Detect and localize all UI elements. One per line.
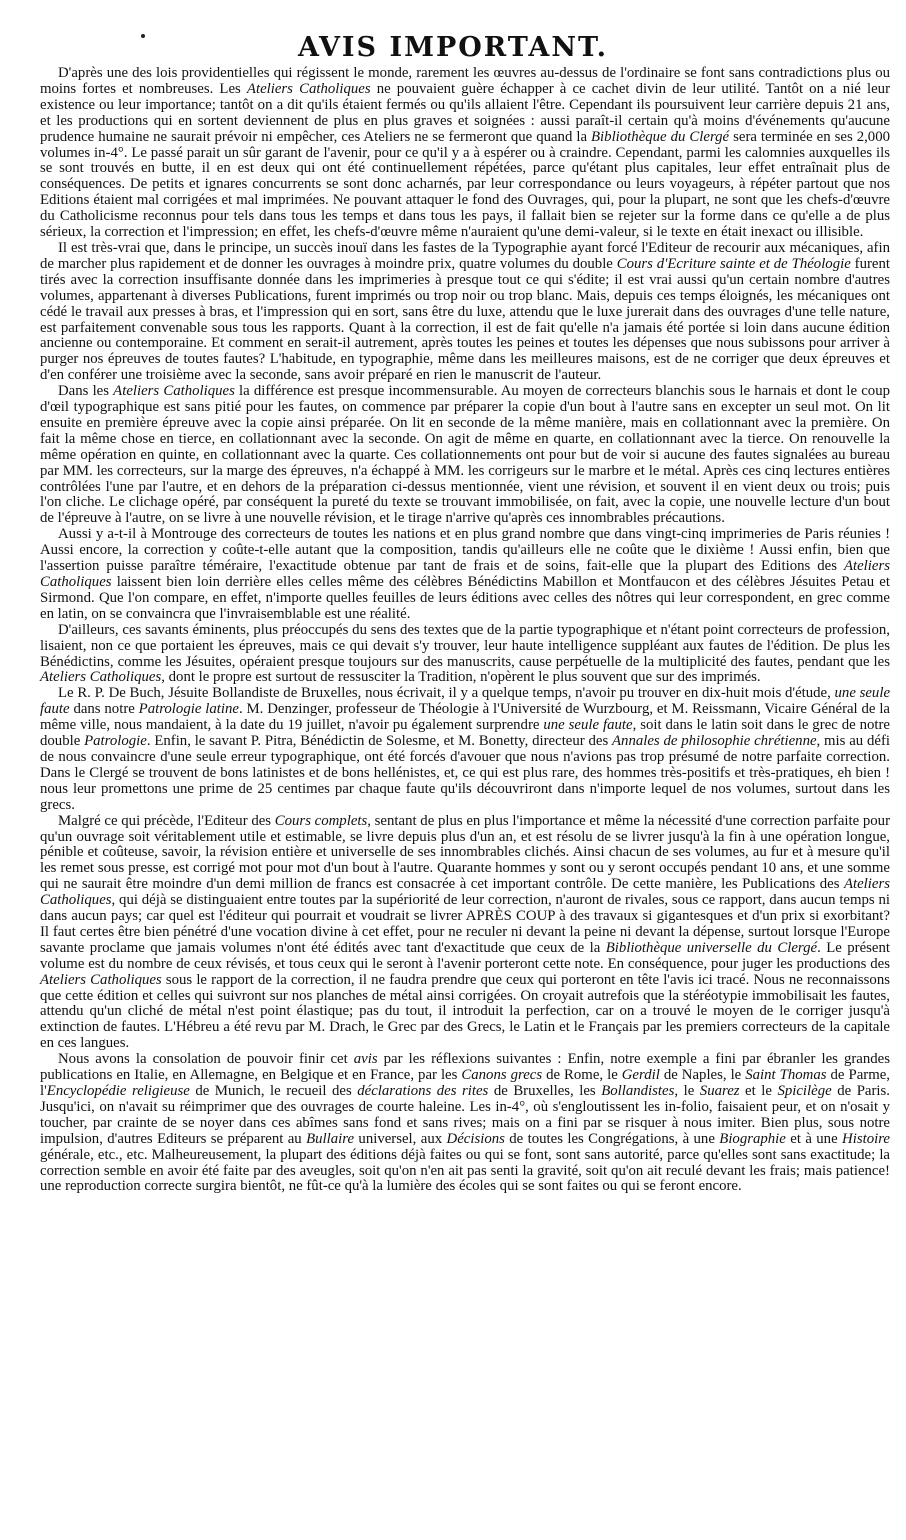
paragraph-text: par les réflexions suivantes : Enfin, notre exemple a fini par ébranler les grandes publications en Italie, en Allemagne, en Belgique et en France, par les xyxy=(40,1051,890,1084)
italic-title-text: Saint Thomas xyxy=(745,1067,827,1084)
italic-title-text: Canons grecs xyxy=(461,1067,543,1084)
paragraph-text: Nous avons la consolation de pouvoir finir cet xyxy=(58,1051,354,1068)
paragraph-text: Dans les xyxy=(58,383,114,400)
paragraph-text: de Parme, l' xyxy=(40,1067,890,1099)
paragraph-text: laissent bien loin derrière elles celles même des célèbres Bénédictins Mabillon et Montfaucon et des célèbres Jésuites Petau et Sirmond. Que l'on compare, en effet, n'importe quelles feuilles de leurs éditions avec celles des nôtres qui leur correspondent, en grec comme en latin, on se convaincra que l'invraisemblable est une réalité. xyxy=(40,574,890,622)
italic-title-text: Annales de philosophie chrétienne xyxy=(612,733,817,750)
italic-title-text: Décisions xyxy=(446,1130,505,1147)
italic-title-text: Cours d'Ecriture sainte et de Théologie xyxy=(616,255,851,272)
italic-title-text: Bullaire xyxy=(306,1130,355,1147)
italic-title-text: Cours complets xyxy=(274,812,368,829)
italic-title-text: Histoire xyxy=(842,1130,890,1147)
paragraph-text: D'ailleurs, ces savants éminents, plus préoccupés du sens des textes que de la partie typographique et n'étant point correcteurs de profession, lisaient, non ce que portaient les épreuves, mais ce qui devait s'y trouver, leur haute intelligence suppléant aux fautes de l'édition. De plus les Bénédictins, comme les Jésuites, opéraient presque toujours sur des manuscrits, cause perpétuelle de la multiplicité des fautes, pendant que les xyxy=(40,621,890,670)
paragraph-text: et le xyxy=(739,1083,778,1099)
italic-title-text: Patrologie xyxy=(84,733,147,750)
paragraph-2 xyxy=(40,241,890,384)
italic-title-text: Ateliers Catholiques xyxy=(40,876,890,909)
paragraph-text: Aussi y a-t-il à Montrouge des correcteurs de toutes les nations et en plus grand nombre que dans vingt-cinq imprimeries de Paris réunies ! Aussi encore, la correction y coûte-t-elle autant que la composition, tandis qu'ailleurs elle ne coûte que le dixième ! Aussi enfin, bien que l'assertion puisse paraître téméraire, l'exactitude obtenue par tant de frais et de soins, fait-elle que la plupart des Editions des xyxy=(40,526,890,575)
paragraph-text: , qui déjà se distinguaient entre toutes par la supériorité de leur correction, n'auront de rivales, sous ce rapport, dans aucun temps ni dans aucun pays; car quel est l'éditeur qui pourrait et voudrait se livrer APRÈS COUP à des travaux si gigantesques et d'un prix si exorbitant? Il faut certes être bien pénétré d'une vocation divine à cet effet, pour ne reculer ni devant la peine ni devant la dépense, surtout lorsque l'Europe savante proclame que jamais volumes n'ont été édités avec tant d'exactitude que ceux de la xyxy=(40,892,890,956)
paragraph-text: Le R. P. De Buch, Jésuite Bollandiste de Bruxelles, nous écrivait, il y a quelque temps, n'avoir pu trouver en dix-huit mois d'étude, xyxy=(58,685,835,702)
paragraph-text: . M. Denzinger, professeur de Théologie à l'Université de Wurzbourg, et M. Reissmann, Vicaire Général de la même ville, nous mandaient, à la date du 19 juillet, n'avoir pu également surprendre xyxy=(40,701,891,734)
page-title: AVIS IMPORTANT. xyxy=(297,32,609,63)
italic-title-text: Suarez xyxy=(699,1083,740,1099)
paragraph-text: de Bruxelles, les xyxy=(488,1083,602,1099)
italic-title-text: Bollandistes xyxy=(601,1083,675,1099)
paragraph-text: , dont le propre est surtout de ressusciter la Tradition, n'opèrent le plus souvent que sur des imprimés. xyxy=(161,669,761,686)
paragraph-text: , mis au défi de nous convaincre d'une seule erreur typographique, ont été forcés d'avouer que nous n'avions pas trop présumé de notre parfaite correction. Dans le Clergé se trouvent de bons latinistes et de bons hellénistes, et, ce qui est plus rare, des hommes très-positifs et très-pratiques, eh bien ! nous leur promettons une prime de 25 centimes par chaque faute qu'ils découvriront dans n'importe lequel de nos volumes, surtout dans les grecs. xyxy=(40,733,890,813)
italic-title-text: Bibliothèque du Clergé xyxy=(591,128,730,145)
paragraph-text: sous le rapport de la correction, il ne faudra prendre que ceux qui porteront en tête l'avis ici tracé. Nous ne reconnaissons que cette édition et celles qui suivront sur nos planches de métal ainsi corrigées. On croyait autrefois que la stéréotypie immobilisait les fautes, attendu qu'un cliché de métal n'est point élastique; pas du tout, il introduit la perfection, car on a trouvé le moyen de le corriger jusqu'à extinction de fautes. L'Hébreu a été revu par M. Drach, le Grec par des Grecs, le Latin et le Français par les premiers correcteurs de la capitale en ces langues. xyxy=(40,971,890,1052)
paragraph-text: furent tirés avec la correction insuffisante donnée dans les imprimeries à presque tout ce qui s'édite; il est vrai aussi qu'un certain nombre d'autres volumes, appartenant à diverses Publications, furent imprimés ou trop noir ou trop blanc. Mais, depuis ces temps éloignés, les mécaniques ont cédé le travail aux presses à bras, et l'impression qui en sort, sans être du luxe, attendu que le luxe jurerait dans des ouvrages d'une telle nature, est parfaitement convenable sous tous les rapports. Quant à la correction, il est de fait qu'elle n'a jamais été portée si loin dans aucune édition ancienne ou contemporaine. Et comment en serait-il autrement, après toutes les peines et toutes les dépenses que nous subissons pour arriver à purger nos épreuves de toutes fautes? L'habitude, en typographie, même dans les meilleures maisons, est de ne corriger que deux épreuves et d'en conférer une troisième avec la seconde, sans avoir préparé en rien le manuscrit de l'auteur. xyxy=(40,255,890,384)
italic-title-text: une seule faute xyxy=(543,717,633,734)
italic-title-text: Ateliers Catholiques xyxy=(40,558,890,590)
paragraph-text: sera terminée en ses 2,000 volumes in-4°. Le passé parait un sûr garant de l'avenir, pour ce qu'il y a à espérer ou à craindre. Cependant, parmi les calomnies auxquelles ils se sont trouvés en butte, il en est deux qui ont été continuellement répétées, parce qu'étant plus capitales, leur effet entraînait plus de conséquences. De petits et ignares concurrents se sont donc acharnés, par leur correspondance ou leurs voyageurs, à répéter partout que nos Editions étaient mal corrigées et mal imprimées. Ne pouvant attaquer le fond des Ouvrages, qui, pour la plupart, ne sont que les chefs-d'œuvre du Catholicisme reconnus pour tels dans tous les temps et dans tous les pays, il fallait bien se rejeter sur la forme dans ce qu'elle a de plus sérieux, la correction et l'impression; en effet, les chefs-d'œuvre même n'auraient qu'une demi-valeur, si le texte en était inexact ou illisible. xyxy=(40,128,890,241)
paragraph-text: de Naples, le xyxy=(659,1067,746,1084)
paragraph-text: universel, aux xyxy=(354,1130,447,1147)
paragraph-text: générale, etc., etc. Malheureusement, la plupart des éditions déjà faites ou qui se font, sont sans autorité, parce qu'elles sont sans exactitude; la correction semble en avoir été faite par des aveugles, soit qu'on n'en ait pas senti la gravité, soit qu'on ait reculé devant les frais; mais patience! une reproduction correcte surgira bientôt, ne fût-ce qu'à la lumière des écoles qui se sont faites ou qui se feront encore. xyxy=(40,1146,890,1195)
paragraph-text: de toutes les Congrégations, à une xyxy=(504,1130,720,1147)
paragraph-7 xyxy=(40,814,890,1053)
paragraph-text: de Rome, le xyxy=(542,1067,622,1084)
paragraph-text: la différence est presque incommensurable. Au moyen de correcteurs blanchis sous le harnais et dont le coup d'œil typographique est sans pitié pour les fautes, on commence par préparer la copie d'un bout à l'autre sans en excepter un seul mot. On lit ensuite en première épreuve avec la copie ainsi préparée. On lit en seconde de la même manière, mais en collationnant avec la première. On fait la même chose en tierce, en collationnant avec la seconde. On agit de même en quarte, en collationnant avec la tierce. On renouvelle la même opération en quinte, en collationnant avec la quarte. Ces collationnements ont pour but de voir si aucune des fautes signalées au bureau par MM. les correcteurs, sur la marge des épreuves, n'a échappé à MM. les corrigeurs sur le marbre et le métal. Après ces cinq lectures entières contrôlées l'une par l'autre, et en dehors de la préparation ci-dessus mentionnée, vient une révision, et souvent il en vient deux ou trois; puis l'on cliche. Le clichage opéré, par conséquent la pureté du texte se trouvant immobilisée, on fait, avec la copie, une nouvelle lecture d'un bout de l'épreuve à l'autre, on se livre à une nouvelle révision, et le tirage n'arrive qu'après ces innombrables précautions. xyxy=(40,383,890,527)
paragraph-6 xyxy=(40,686,890,813)
paragraph-text: , le xyxy=(674,1083,700,1099)
paragraph-text: Malgré ce qui précède, l'Editeur des xyxy=(58,812,275,829)
italic-title-text: Ateliers Catholiques xyxy=(40,669,162,686)
italic-title-text: Patrologie latine xyxy=(138,701,239,718)
italic-title-text: Spicilège xyxy=(777,1083,832,1099)
paragraph-text: . Enfin, le savant P. Pitra, Bénédictin de Solesme, et M. Bonetty, directeur des xyxy=(146,733,613,750)
italic-title-text: avis xyxy=(353,1051,378,1068)
paragraph-text: ne pouvaient guère échapper à ce cachet divin de leur utilité. Tantôt on a nié leur existence ou leur importance; tantôt on a dit qu'ils étaient fermés ou qu'ils allaient l'être. Cependant ils poursuivent leur carrière depuis 21 ans, et les productions qui en sortent deviennent de plus en plus graves et soignées : aussi paraît-il certain qu'à moins d'événements qu'aucune prudence humaine ne saurait prévoir ni empêcher, ces Ateliers ne se fermeront que quand la xyxy=(40,80,890,145)
paragraph-text: , sentant de plus en plus l'importance et même la nécessité d'une correction parfaite pour qu'un ouvrage soit véritablement utile et estimable, se livre depuis plus d'un an, et est résolu de se livrer jusqu'à la fin à une opération longue, pénible et coûteuse, savoir, la révision entière et universelle de ses innombrables clichés. Ainsi chacun de ses volumes, au fur et à mesure qu'il les remet sous presse, est corrigé mot pour mot d'un bout à l'autre. Quarante hommes y sont ou y seront occupés pendant 10 ans, et une somme qui ne saurait être moindre d'un demi million de francs est consacrée à cet important contrôle. De cette manière, les Publications des xyxy=(40,812,891,893)
paragraph-8 xyxy=(40,1052,890,1195)
paragraph-5 xyxy=(40,623,890,687)
paragraph-text: . Le présent volume est du nombre de ceux révisés, et tous ceux qui le seront à l'avenir porteront cette note. En conséquence, pour juger les productions des xyxy=(40,939,890,972)
paragraph-3 xyxy=(40,384,890,527)
italic-title-text: Gerdil xyxy=(621,1067,660,1084)
italic-title-text: Biographie xyxy=(719,1130,786,1147)
italic-title-text: Ateliers Catholiques xyxy=(246,80,371,97)
italic-title-text: Encyclopédie religieuse xyxy=(46,1083,190,1099)
italic-title-text: Ateliers Catholiques xyxy=(40,971,162,988)
notice-body xyxy=(40,66,890,1195)
paragraph-1 xyxy=(40,66,890,241)
paragraph-text: , soit dans le latin soit dans le grec de notre double xyxy=(40,717,890,750)
paragraph-text: Il est très-vrai que, dans le principe, un succès inouï dans les fastes de la Typographie ayant forcé l'Editeur de recourir aux mécaniques, afin de marcher plus rapidement et de donner les ouvrages à moindre prix, quatre volumes du double xyxy=(40,239,890,272)
italic-title-text: déclarations des rites xyxy=(357,1083,489,1099)
paragraph-text: dans notre xyxy=(69,701,139,718)
italic-title-text: une seule faute xyxy=(40,685,891,718)
paragraph-text: D'après une des lois providentielles qui régissent le monde, rarement les œuvres au-dessus de l'ordinaire se font sans contradictions plus ou moins fortes et nombreuses. Les xyxy=(40,65,890,97)
italic-title-text: Ateliers Catholiques xyxy=(113,383,235,400)
paragraph-text: de Munich, le recueil des xyxy=(189,1083,358,1099)
paragraph-text: de Paris. Jusqu'ici, on n'avait su réimprimer que des ouvrages de courte haleine. Les in-4°, où s'engloutissent les in-folio, faisaient peur, et on n'osait y toucher, par crainte de se noyer dans ces abîmes sans fond et sans rives; mais on a fini par se risquer à nous imiter. Bien plus, sous notre impulsion, d'autres Editeurs se préparent au xyxy=(40,1083,890,1147)
paragraph-4 xyxy=(40,527,890,622)
italic-title-text: Bibliothèque universelle du Clergé xyxy=(605,939,818,956)
paragraph-text: et à une xyxy=(785,1130,843,1147)
